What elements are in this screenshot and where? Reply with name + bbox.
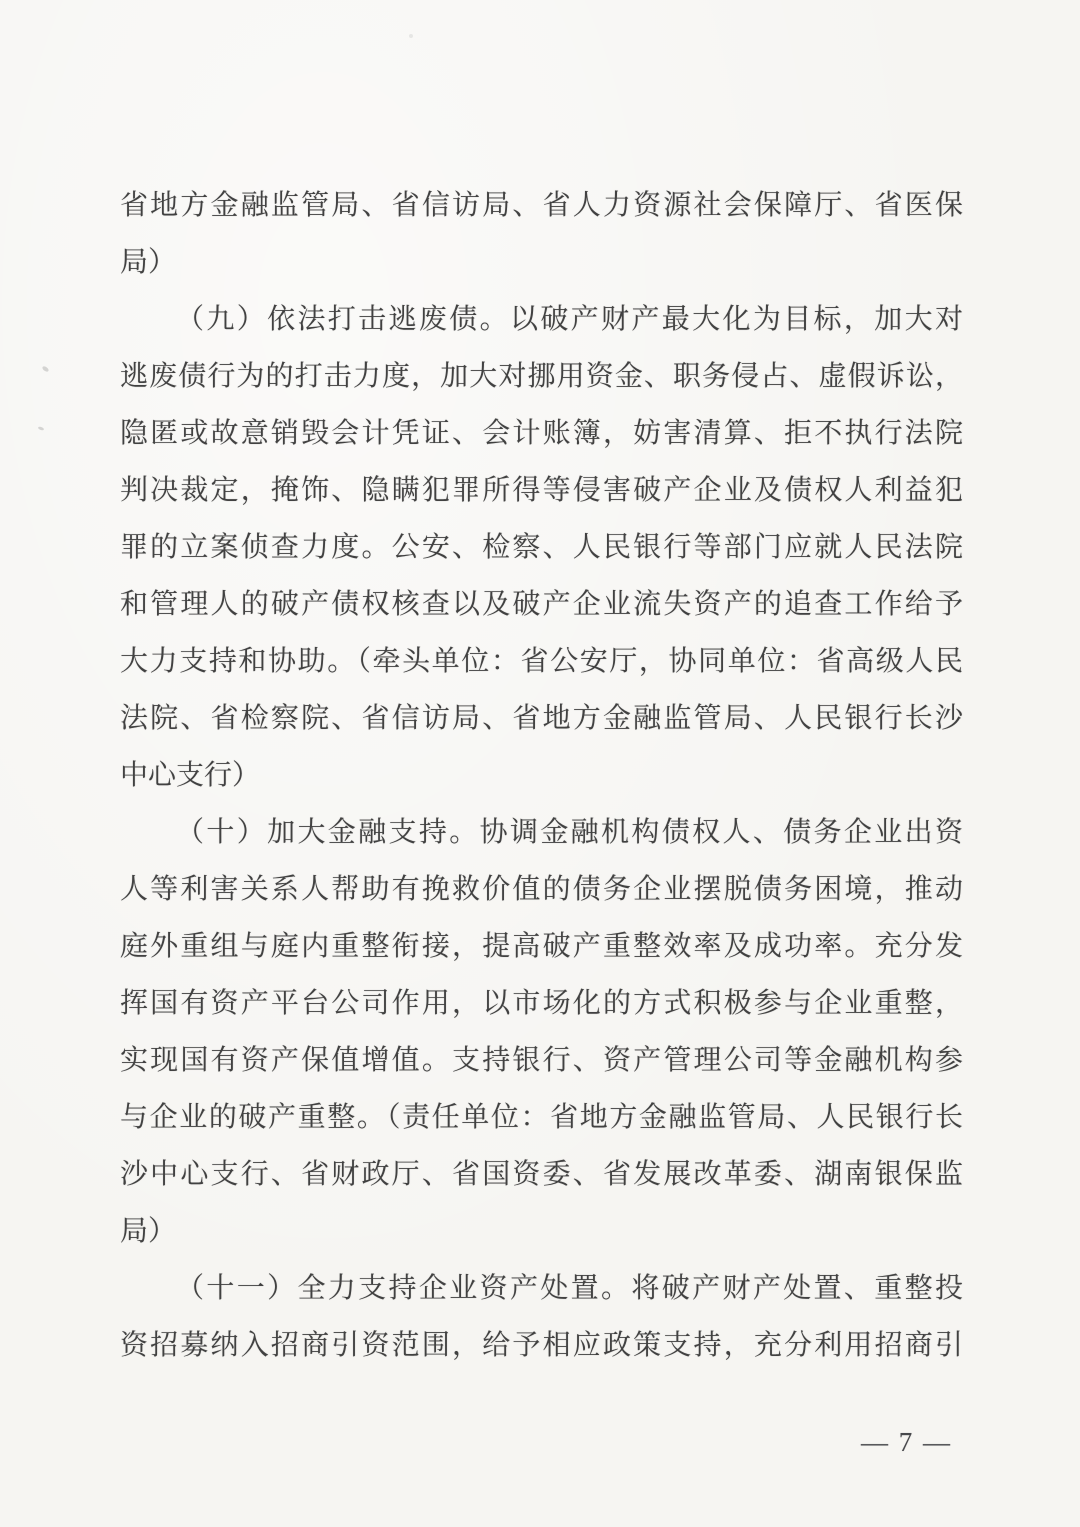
text-line: 省地方金融监管局、省信访局、省人力资源社会保障厅、省医保 — [120, 190, 963, 221]
text-line: 人等利害关系人帮助有挽救价值的债务企业摆脱债务困境，推动 — [120, 874, 963, 905]
text-line-section-11: （十一）全力支持企业资产处置。将破产财产处置、重整投 — [176, 1273, 963, 1304]
scan-speck — [41, 365, 49, 372]
document-body — [120, 177, 963, 1374]
text-line: 中心支行） — [120, 760, 261, 791]
page-number: — 7 — — [861, 1427, 952, 1457]
text-line: 与企业的破产重整。（责任单位：省地方金融监管局、人民银行长 — [120, 1102, 963, 1133]
text-line: 资招募纳入招商引资范围，给予相应政策支持，充分利用招商引 — [120, 1330, 963, 1361]
text-line: 局） — [120, 1216, 177, 1247]
text-line: 沙中心支行、省财政厅、省国资委、省发展改革委、湖南银保监 — [120, 1159, 963, 1190]
text-line: 庭外重组与庭内重整衔接，提高破产重整效率及成功率。充分发 — [120, 931, 963, 962]
text-line-section-10: （十）加大金融支持。协调金融机构债权人、债务企业出资 — [176, 817, 963, 848]
text-line: 大力支持和协助。（牵头单位：省公安厅，协同单位：省高级人民 — [120, 646, 963, 677]
text-line: 实现国有资产保值增值。支持银行、资产管理公司等金融机构参 — [120, 1045, 963, 1076]
text-line: 局） — [120, 247, 177, 278]
text-line: 罪的立案侦查力度。公安、检察、人民银行等部门应就人民法院 — [120, 532, 963, 563]
scan-speck — [38, 426, 45, 431]
text-line: 挥国有资产平台公司作用，以市场化的方式积极参与企业重整， — [120, 988, 963, 1019]
scan-speck — [409, 34, 413, 38]
text-line: 隐匿或故意销毁会计凭证、会计账簿，妨害清算、拒不执行法院 — [120, 418, 963, 449]
text-line: 判决裁定，掩饰、隐瞒犯罪所得等侵害破产企业及债权人利益犯 — [120, 475, 963, 506]
text-line: 和管理人的破产债权核查以及破产企业流失资产的追查工作给予 — [120, 589, 963, 620]
text-line: 逃废债行为的打击力度，加大对挪用资金、职务侵占、虚假诉讼， — [120, 361, 963, 392]
text-line-section-9: （九）依法打击逃废债。以破产财产最大化为目标，加大对 — [176, 304, 963, 335]
text-line: 法院、省检察院、省信访局、省地方金融监管局、人民银行长沙 — [120, 703, 963, 734]
